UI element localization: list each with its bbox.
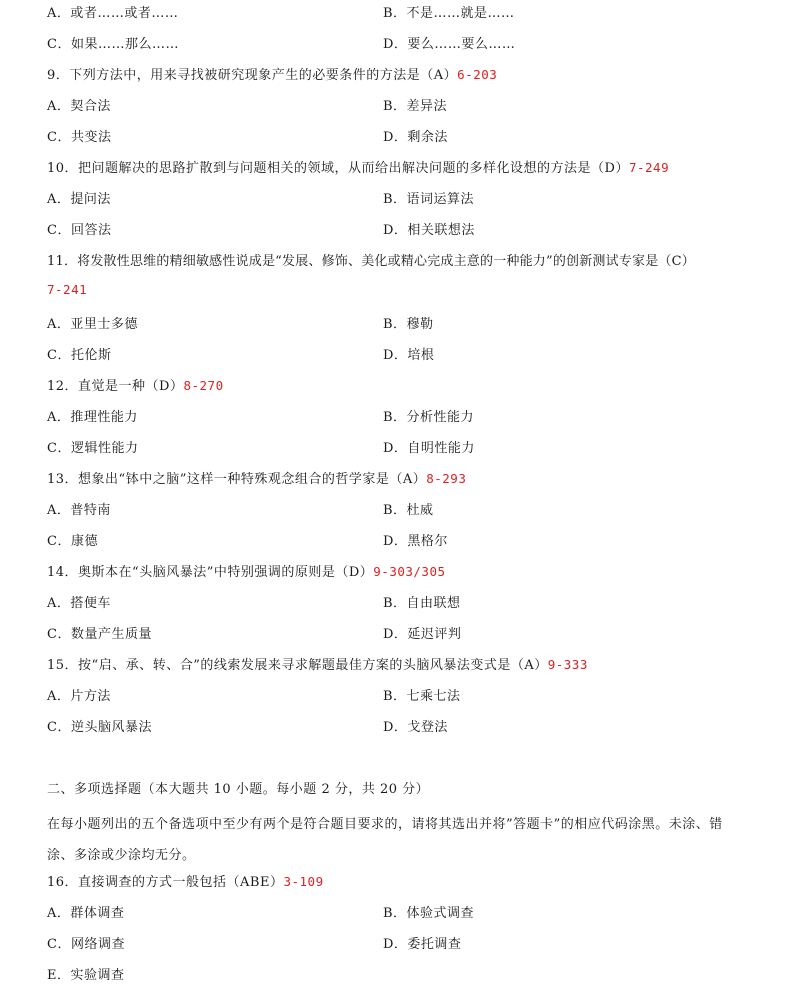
q13-option-d: D．黑格尔 xyxy=(383,534,448,549)
q16-option-a: A．群体调查 xyxy=(47,906,125,921)
q9-option-b: B．差异法 xyxy=(383,99,448,114)
q12-option-c: C．逻辑性能力 xyxy=(47,441,139,456)
q16-question xyxy=(47,871,324,890)
q11-option-c: C．托伦斯 xyxy=(47,348,112,363)
q10-option-c: C．回答法 xyxy=(47,223,112,238)
q11-option-a: A．亚里士多德 xyxy=(47,317,138,332)
q13-question xyxy=(47,468,466,487)
q8-option-b: B．不是……就是…… xyxy=(383,6,515,21)
q12-option-a: A．推理性能力 xyxy=(47,410,138,425)
q8-option-c: C．如果……那么…… xyxy=(47,37,179,52)
q14-option-a: A．搭便车 xyxy=(47,596,111,611)
q15-option-a: A．片方法 xyxy=(47,689,111,704)
q10-stem: 10．把问题解决的思路扩散到与问题相关的领域，从而给出解决问题的多样化设想的方法是（D） xyxy=(47,161,629,176)
q8-option-d: D．要么……要么…… xyxy=(383,37,516,52)
q15-stem: 15．按“启、承、转、合”的线索发展来寻求解题最佳方案的头脑风暴法变式是（A） xyxy=(47,658,548,673)
q16-ref: 3-109 xyxy=(283,874,324,889)
q14-option-d: D．延迟评判 xyxy=(383,627,462,642)
q11-option-d: D．培根 xyxy=(383,348,435,363)
q12-stem: 12．直觉是一种（D） xyxy=(47,379,184,394)
q14-option-b: B．自由联想 xyxy=(383,596,461,611)
q9-question xyxy=(47,64,497,83)
q16-option-d: D．委托调查 xyxy=(383,937,462,952)
q14-question xyxy=(47,561,446,580)
q14-ref: 9-303/305 xyxy=(373,564,446,579)
q15-ref: 9-333 xyxy=(547,657,588,672)
q10-question xyxy=(47,157,669,176)
q10-option-a: A．提问法 xyxy=(47,192,111,207)
q11-stem: 11．将发散性思维的精细敏感性说成是“发展、修饰、美化或精心完成主意的一种能力”的创新测试专家是（C） xyxy=(47,254,695,269)
q12-question xyxy=(47,375,224,394)
q16-option-b: B．体验式调查 xyxy=(383,906,475,921)
q9-option-a: A．契合法 xyxy=(47,99,111,114)
q16-option-c: C．网络调查 xyxy=(47,937,125,952)
q9-ref: 6-203 xyxy=(457,67,498,82)
q10-option-b: B．语词运算法 xyxy=(383,192,475,207)
q12-option-d: D．自明性能力 xyxy=(383,441,475,456)
q9-option-c: C．共变法 xyxy=(47,130,112,145)
q14-stem: 14．奥斯本在“头脑风暴法”中特别强调的原则是（D） xyxy=(47,565,374,580)
q13-option-c: C．康德 xyxy=(47,534,98,549)
q10-option-d: D．相关联想法 xyxy=(383,223,475,238)
q15-option-c: C．逆头脑风暴法 xyxy=(47,720,152,735)
q15-question xyxy=(47,654,588,673)
q16-stem: 16．直接调查的方式一般包括（ABE） xyxy=(47,875,284,890)
section-heading: 二、多项选择题（本大题共 10 小题。每小题 2 分，共 20 分） xyxy=(47,782,430,797)
q11-ref: 7-241 xyxy=(47,282,88,297)
q15-option-d: D．戈登法 xyxy=(383,720,448,735)
q11-option-b: B．穆勒 xyxy=(383,317,434,332)
q12-ref: 8-270 xyxy=(183,378,224,393)
q14-option-c: C．数量产生质量 xyxy=(47,627,152,642)
q9-stem: 9．下列方法中，用来寻找被研究现象产生的必要条件的方法是（A） xyxy=(47,68,458,83)
q13-ref: 8-293 xyxy=(426,471,467,486)
q12-option-b: B．分析性能力 xyxy=(383,410,475,425)
q16-option-e: E．实验调查 xyxy=(47,968,125,983)
q15-option-b: B．七乘七法 xyxy=(383,689,461,704)
q13-option-b: B．杜威 xyxy=(383,503,434,518)
q10-ref: 7-249 xyxy=(628,160,670,175)
q13-stem: 13．想象出“钵中之脑”这样一种特殊观念组合的哲学家是（A） xyxy=(47,472,427,487)
q9-option-d: D．剩余法 xyxy=(383,130,448,145)
section-instructions: 在每小题列出的五个备选项中至少有两个是符合题目要求的，请将其选出并将”答题卡”的相应代码涂黑。未涂、错涂、多涂或少涂均无分。 xyxy=(47,817,723,863)
q13-option-a: A．普特南 xyxy=(47,503,111,518)
q8-option-a: A．或者……或者…… xyxy=(47,6,179,21)
